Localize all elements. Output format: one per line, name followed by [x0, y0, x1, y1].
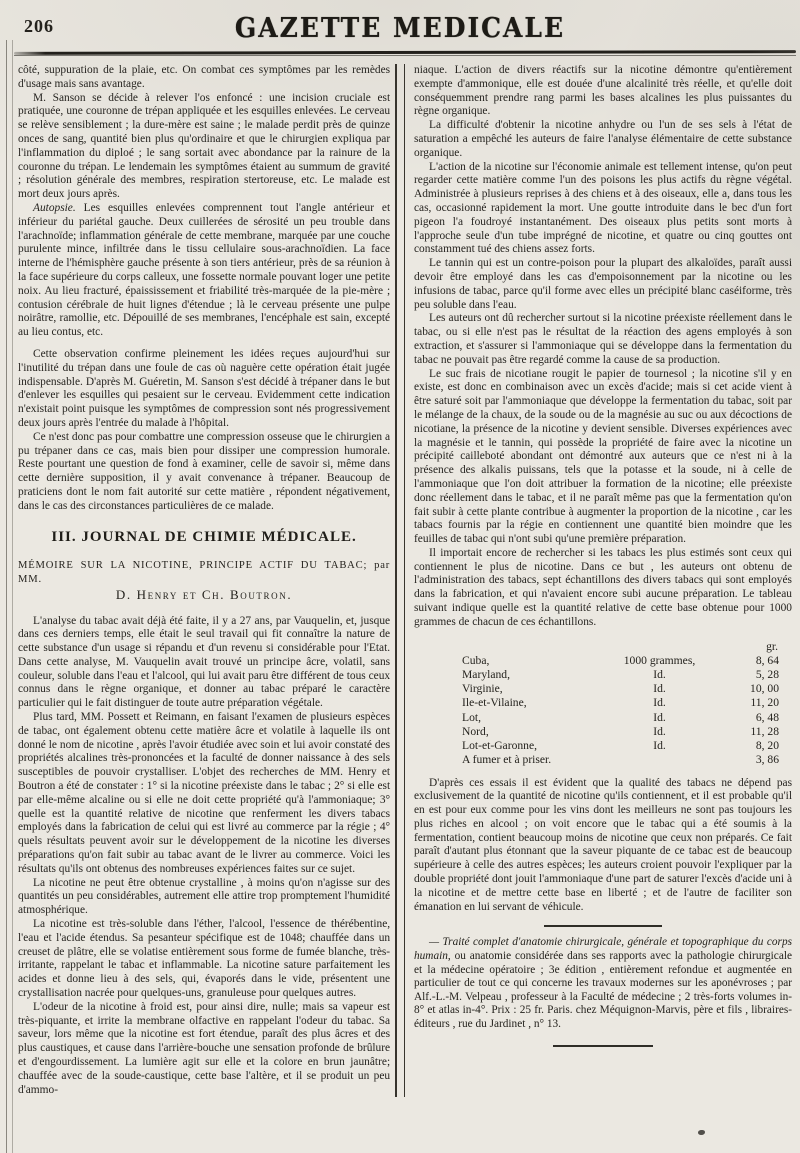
- paragraph: Cette observation confirme pleinement les idées reçues aujourd'hui sur l'inutilité du trépan dans une foule de cas où naguère cette opération était jugée indispensable. D'après M. Guéretin, M. Sanson s'est décidé à trépaner dans le but d'enlever les esquilles qui pesaient sur le cerveau. Evidemment cette indication n'existait point puisque les symptômes de compression sont nés progressivement deux jours après l'entrée du malade à l'hôpital.: [18, 347, 391, 429]
- paragraph: L'analyse du tabac avait déjà été faite, il y a 27 ans, par Vauquelin, et, jusque dans ces derniers temps, elle était le seul travail qui fit connaître la nature de cette substance d'un usage si répandu et d'un revenu si considérable pour l'Etat. Dans cette analyse, M. Vauquelin avait trouvé un principe âcre, volatil, sans couleur, soluble dans l'eau et l'alcool, qui lui avait paru être différent de tous ceux connus dans le règne organique, et donner au tabac préparé le caractère particulier qui le fait distinguer de toute autre préparation végétale.: [18, 614, 391, 710]
- paragraph: M. Sanson se décide à relever l'os enfoncé : une incision cruciale est pratiquée, une couronne de trépan appliquée et les esquilles enlevées. Le cerveau se relève sensiblement ; la dure-mère est saine ; le malade perdit près de quinze onces de sang, quantité bien plus qu'ordinaire et que le chirurgien expliqua par l'inflammation du diploé ; le sang sortait avec abondance par la rainure de la couronne du trépan. Le lendemain les symptômes étaient au summum de gravité ; résolution générale des membres, respiration stertoreuse, etc. Le malade est mort deux jours après.: [18, 91, 391, 201]
- article-end-divider: [544, 925, 662, 927]
- memoir-title-line1: MÉMOIRE SUR LA NICOTINE, PRINCIPE ACTIF DU TABAC; par MM.: [18, 559, 391, 585]
- two-column-body: [0, 57, 800, 1097]
- book-notice-text: , ou anatomie considérée dans ses rapports avec la pathologie chirurgicale et la médecine opératoire ; 3e édition , entièrement refondue et augmentée en particulier de tout ce qui concerne les travaux modernes sur les aponévroses ; par Alf.-L.-M. Velpeau , professeur à la Faculté de médecine ; 2 très-forts volumes in-8° et atlas in-4°. Prix : 25 fr. Paris. chez Méquignon-Marvis, père et fils , libraires-éditeurs , rue du Jardinet , n° 13.: [414, 950, 792, 1031]
- unit-header: gr.: [766, 639, 778, 653]
- table-row: Maryland, Id. 5, 28: [462, 668, 779, 682]
- paragraph: Ce n'est donc pas pour combattre une compression osseuse que le chirurgien a pu trépaner dans ce cas, mais bien pour dissiper une compression humorale. Reste pourtant une question de fond à examiner, celle de savoir si, même dans cette dernière supposition, il y avait convenance à trépaner. Beaucoup de praticiens dont le nom fait autorité sur cette matière , répondent négativement, dans le cas des circonstances particulières de ce malade.: [18, 430, 391, 512]
- ink-blot: [698, 1130, 705, 1135]
- table-row: Nord, Id. 11, 28: [462, 724, 779, 738]
- header-rule: [14, 51, 796, 57]
- closing-paragraph: D'après ces essais il est évident que la qualité des tabacs ne dépend pas exclusivement de la quantité de nicotine qu'ils contiennent, et il est probable qu'il en est pour eux comme pour les vins dont les meilleurs ne sont pas toujours les plus riches en alcool ; on voit encore que le tabac qui a été soumis à la fermentation, contient beaucoup moins de nicotine que ceux non préparés. Ce fait paraît d'autant plus étonnant que la saveur piquante de ce tabac est de beaucoup supérieure à celle des autres espèces; les auteurs croient pouvoir l'expliquer par la double propriété dont jouit l'ammoniaque d'une part de saturer l'excès d'acide uni à la nicotine et de mettre cette base en liberté ; et de l'autre de faciliter son émanation en lui servant de véhicule.: [414, 776, 792, 913]
- paragraph: La nicotine ne peut être obtenue crystalline , à moins qu'on n'agisse sur des quantités un peu considérables, autrement elle attire trop promptement l'humidité atmosphérique.: [18, 876, 391, 917]
- paragraph: niaque. L'action de divers réactifs sur la nicotine démontre qu'entièrement exempte d'ammonique, elle est douée d'une alcalinité très réelle, et qu'elle doit conséquemment prendre rang parmi les bases alcalines les plus puissantes du règne organique.: [414, 64, 792, 118]
- page-number: 206: [24, 16, 54, 36]
- paragraph: L'action de la nicotine sur l'économie animale est tellement intense, qu'on peut regarder cette matière comme l'un des poisons les plus actifs du règne végétal. Administrée à plusieurs reprises à des chiens et à des oiseaux, elle a, dans tous les cas, occasionné rapidement la mort. Une goutte introduite dans le bec d'un fort pigeon l'a foudroyé instantanément. Des oiseaux plus petits sont morts à l'approche seule d'un tube imprégné de nicotine, et quatre ou cinq gouttes ont constamment tué des chiens assez forts.: [414, 160, 792, 256]
- paragraph: côté, suppuration de la plaie, etc. On combat ces symptômes par les remèdes d'usage mais sans avantage.: [18, 64, 391, 90]
- nicotine-sample-table: [462, 640, 792, 768]
- paragraph: Le tannin qui est un contre-poison pour la plupart des alkaloïdes, paraît aussi devoir être employé dans les cas d'empoisonnement par la nicotine ou les infusions de tabac, parce qu'il forme avec elles un précipité blanc caséiforme, très peu soluble dans l'eau.: [414, 257, 792, 311]
- right-column: [414, 64, 792, 1097]
- paragraph: L'odeur de la nicotine à froid est, pour ainsi dire, nulle; mais sa vapeur est très-piquante, et irrite la membrane olfactive en rappelant l'odeur du tabac. Sa saveur, lors même que la nicotine est fort étendue, paraît des plus âcres et des plus caustiques, et cause dans l'arrière-bouche une sensation profonde de brûlure et d'engourdissement. La lumière agit sur elle et la colore en brun jaunâtre; chauffée avec de la soude-caustique, cette base l'altère, et il se produit un peu d'ammo-: [18, 1000, 391, 1096]
- paragraph: Le suc frais de nicotiane rougit le papier de tournesol ; la nicotine s'il y en existe, est donc en combinaison avec un excès d'acide; mais si cet acide vient à être saturé soit par l'ammoniaque que développe la fermentation du tabac, soit par le mélange de la chaux, de la soude ou de la magnésie au suc ou aux décoctions de nicotiane, la présence de la nicotine y devient sensible. Diverses expériences avec la magnésie et le tannin, qui possède la propriété de faire avec la nicotine un précipité cailleboté abondant ont démontré aux auteurs que ce n'est ni à la présence des alkalis puissans, tels que la potasse et la soude, ni à celle de l'ammoniaque que l'on doit attribuer la formation de la nicotine; elle préexiste donc réellement dans le tabac, et il ne paraît même pas que la fermentation qu'on fait subir à cette plante contribue à augmenter la proportion de la nicotine , car les tabacs fournis par la régie en contiennent une quantité bien moindre que les feuilles de tabac qui n'ont subi qu'une première préparation.: [414, 367, 792, 546]
- table-row: Virginie, Id. 10, 00: [462, 682, 779, 696]
- page-end-divider: [553, 1045, 653, 1047]
- table-row: Cuba, 1000 grammes, 8, 64: [462, 653, 779, 667]
- paragraph: Il importait encore de rechercher si les tabacs les plus estimés sont ceux qui contiennent le plus de nicotine. Dans ce but , les auteurs ont obtenu de l'administration des tabacs, sept échantillons des divers tabacs qui sont employés dans la fabrication, et qui n'avaient encore subi aucune préparation. Le tableau suivant indique quelle est la quantité relative de cette base obtenue pour 1000 grammes de chacun de ces échantillons.: [414, 546, 792, 628]
- book-notice: [414, 936, 792, 1031]
- paragraph: Plus tard, MM. Possett et Reimann, en faisant l'examen de plusieurs espèces de tabac, ont également obtenu cette matière âcre et volatile à laquelle ils ont donné le nom de nicotine , après l'avoir étudiée avec soin et lui avoir constaté des propriétés alcalines très-prononcées et la faculté de donner naissance à des sels susceptibles de pouvoir crystalliser. L'objet des recherches de MM. Henry et Boutron a été de constater : 1° si la nicotine préexiste dans le tabac ; 2° si elle est par elle-même alcaline ou si elle ne doit cette propriété qu'à l'ammoniaque; 3° quelle est la quantité relative de nicotine que renferment les divers tabacs employés dans la fabrication de celui qui est livré au commerce par la régie ; 4° quels résultats peuvent avoir sur le développement de la nicotine les diverses préparations qu'on fait subir au tabac avant de le livrer au commerce. Voici les résultats qu'ils ont obtenus des nombreuses expériences faites sur ce sujet.: [18, 711, 391, 875]
- table-row: Lot-et-Garonne, Id. 8, 20: [462, 739, 779, 753]
- paragraph-autopsie: [18, 202, 390, 340]
- table-unit-header-row: [462, 640, 792, 654]
- masthead-title: GAZETTE MEDICALE: [234, 12, 566, 44]
- paragraph-text: Les esquilles enlevées comprennent tout l'angle antérieur et inférieur du pariétal gauche. Deux cuillerées de sérosité un peu trouble dans l'arachnoïde; inflammation générale de cette membrane, marquée par une couche purulente mince, infiltrée dans le tissu cellulaire sous-arachnoïdien. La face interne de l'hémisphère gauche présente à son tiers antérieur, près de sa réunion à la face supérieure du corps calleux, une fossette normale pouvant loger une petite noix. Au lieu fracturé, épaississement et friabilité très-marquée de la pie-mère ; contusion cérébrale de huit lignes d'étendue ; là le cerveau présente une pulpe noirâtre, ramollie, etc. Dépouillé de ses membranes, l'encéphale est sain, excepté au lieu contus, etc.: [18, 201, 391, 339]
- autopsie-lead: Autopsie.: [33, 201, 76, 214]
- book-notice-title: — Traité complet d'anatomie chirurgicale, générale et topographique du corps humain: [414, 936, 792, 963]
- scan-edge-line: [6, 40, 13, 1153]
- paragraph: Les auteurs ont dû rechercher surtout si la nicotine préexiste réellement dans le tabac, ou si elle n'est pas le résultat de la réaction des agens employés à son extraction, et s'assurer si l'ammoniaque qui se développe dans la fermentation du tabac ne pouvait pas être regardé comme la cause de sa production.: [414, 312, 792, 366]
- table-row: A fumer et à priser. 3, 86: [462, 753, 779, 767]
- left-column: [18, 64, 395, 1097]
- column-divider-rule: [395, 64, 405, 1097]
- table-row: Lot, Id. 6, 48: [462, 710, 779, 724]
- table-row: Ile-et-Vilaine, Id. 11, 20: [462, 696, 779, 710]
- memoir-title-authors: D. Henry et Ch. Boutron.: [115, 586, 293, 602]
- page-header: [0, 0, 800, 50]
- paragraph: La difficulté d'obtenir la nicotine anhydre ou l'un de ses sels à l'état de saturation a empêché les auteurs de faire l'analyse élémentaire de cette substance organique.: [414, 119, 792, 159]
- section-heading: III. JOURNAL DE CHIMIE MÉDICALE.: [51, 528, 357, 545]
- paragraph: La nicotine est très-soluble dans l'éther, l'alcool, l'essence de thérébentine, l'eau et l'acide étendus. Sa pesanteur spécifique est de 1048; chauffée dans un creuset de plâtre, elle se volatise entièrement sous forme de fumée blanche, très-irritante, rappelant le tabac et inflammable. La nicotine sature parfaitement les acides et donne lieu à des sels, qui, évaporés dans le vide, présentent une crystallisation nacrée pour quelques-uns, granuleuse pour quelques autres.: [18, 918, 391, 1000]
- header-rule-thin: [14, 55, 796, 56]
